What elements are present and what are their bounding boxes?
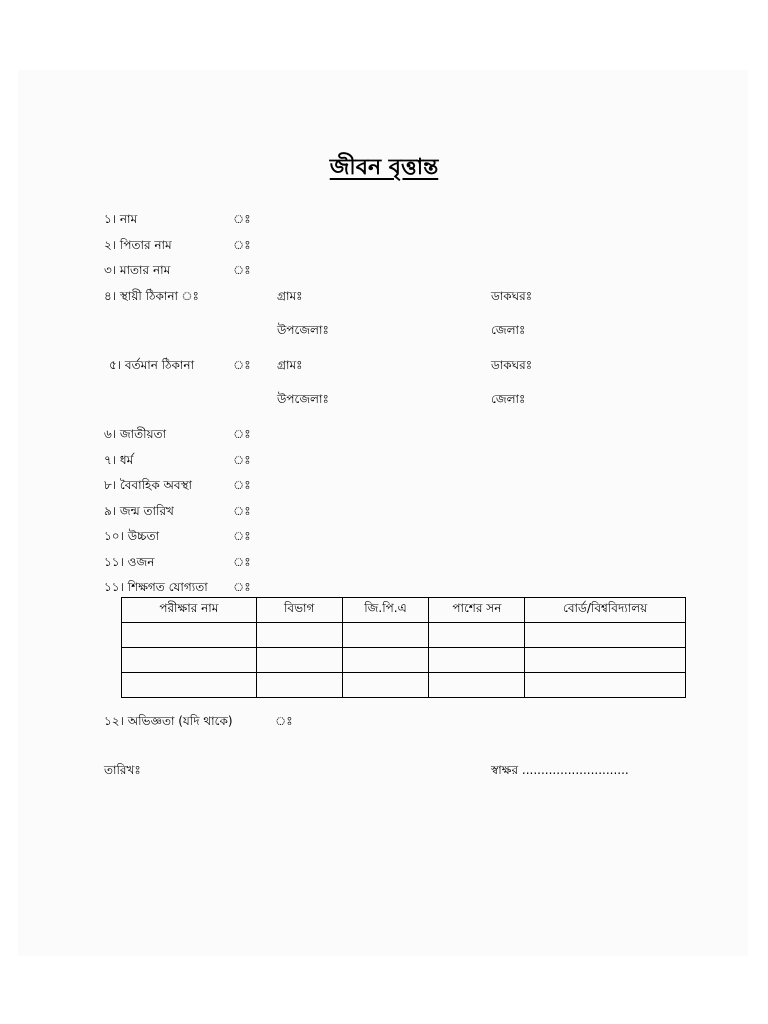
table-cell[interactable] xyxy=(342,648,429,673)
field-colon: ঃ xyxy=(233,580,251,594)
table-header-row xyxy=(122,598,686,623)
table-cell[interactable] xyxy=(256,623,342,648)
table-header-board: বোর্ড/বিশ্ববিদ্যালয় xyxy=(525,598,686,623)
permanent-village-label: গ্রামঃ xyxy=(277,289,303,303)
permanent-post-office-label: ডাকঘরঃ xyxy=(491,289,533,303)
present-address-label: ৫। বর্তমান ঠিকানা xyxy=(109,358,195,372)
table-row xyxy=(122,648,686,673)
field-colon: ঃ xyxy=(233,263,251,277)
field-colon: ঃ xyxy=(233,529,251,543)
permanent-address-label: ৪। স্থায়ী ঠিকানা ঃ xyxy=(104,289,199,303)
page-title: জীবন বৃত্তান্ত xyxy=(329,155,439,180)
field-label: ১। নাম xyxy=(104,212,138,226)
table-header-division: বিভাগ xyxy=(256,598,342,623)
field-label: ৩। মাতার নাম xyxy=(104,263,171,277)
field-colon: ঃ xyxy=(233,212,251,226)
table-cell[interactable] xyxy=(429,673,525,698)
table-cell[interactable] xyxy=(525,623,686,648)
present-post-office-label: ডাকঘরঃ xyxy=(491,358,533,372)
date-label: তারিখঃ xyxy=(104,763,141,777)
field-label: ১১। ওজন xyxy=(104,555,155,569)
field-label: ২। পিতার নাম xyxy=(104,238,172,252)
present-upazila-label: উপজেলাঃ xyxy=(277,392,329,406)
table-header-year: পাশের সন xyxy=(429,598,525,623)
table-header-exam: পরীক্ষার নাম xyxy=(122,598,257,623)
table-cell[interactable] xyxy=(122,648,257,673)
education-table xyxy=(121,597,686,698)
table-cell[interactable] xyxy=(525,648,686,673)
field-colon: ঃ xyxy=(233,555,251,569)
field-colon: ঃ xyxy=(275,714,293,728)
field-label: ১২। অভিজ্ঞতা (যদি থাকে) xyxy=(104,714,233,728)
table-row xyxy=(122,623,686,648)
table-cell[interactable] xyxy=(256,648,342,673)
field-colon: ঃ xyxy=(233,504,251,518)
table-cell[interactable] xyxy=(342,673,429,698)
table-cell[interactable] xyxy=(342,623,429,648)
present-village-label: গ্রামঃ xyxy=(277,358,303,372)
present-district-label: জেলাঃ xyxy=(491,392,526,406)
table-row xyxy=(122,673,686,698)
field-colon: ঃ xyxy=(233,358,251,372)
table-cell[interactable] xyxy=(122,623,257,648)
field-colon: ঃ xyxy=(233,453,251,467)
field-colon: ঃ xyxy=(233,238,251,252)
table-cell[interactable] xyxy=(122,673,257,698)
table-header-gpa: জি.পি.এ xyxy=(342,598,429,623)
field-label: ১১। শিক্ষগত যোগ্যতা xyxy=(104,580,208,594)
field-label: ৯। জন্ম তারিখ xyxy=(104,504,174,518)
field-label: ৮। বৈবাহিক অবস্থা xyxy=(104,478,193,492)
permanent-district-label: জেলাঃ xyxy=(491,323,526,337)
field-label: ৬। জাতীয়তা xyxy=(104,427,167,441)
field-label: ৭। ধর্ম xyxy=(104,453,134,467)
signature-label: স্বাক্ষর ............................ xyxy=(491,763,629,777)
table-cell[interactable] xyxy=(429,648,525,673)
field-label: ১০। উচ্চতা xyxy=(104,529,160,543)
table-cell[interactable] xyxy=(429,623,525,648)
field-colon: ঃ xyxy=(233,427,251,441)
table-cell[interactable] xyxy=(256,673,342,698)
field-colon: ঃ xyxy=(233,478,251,492)
permanent-upazila-label: উপজেলাঃ xyxy=(277,323,329,337)
table-cell[interactable] xyxy=(525,673,686,698)
